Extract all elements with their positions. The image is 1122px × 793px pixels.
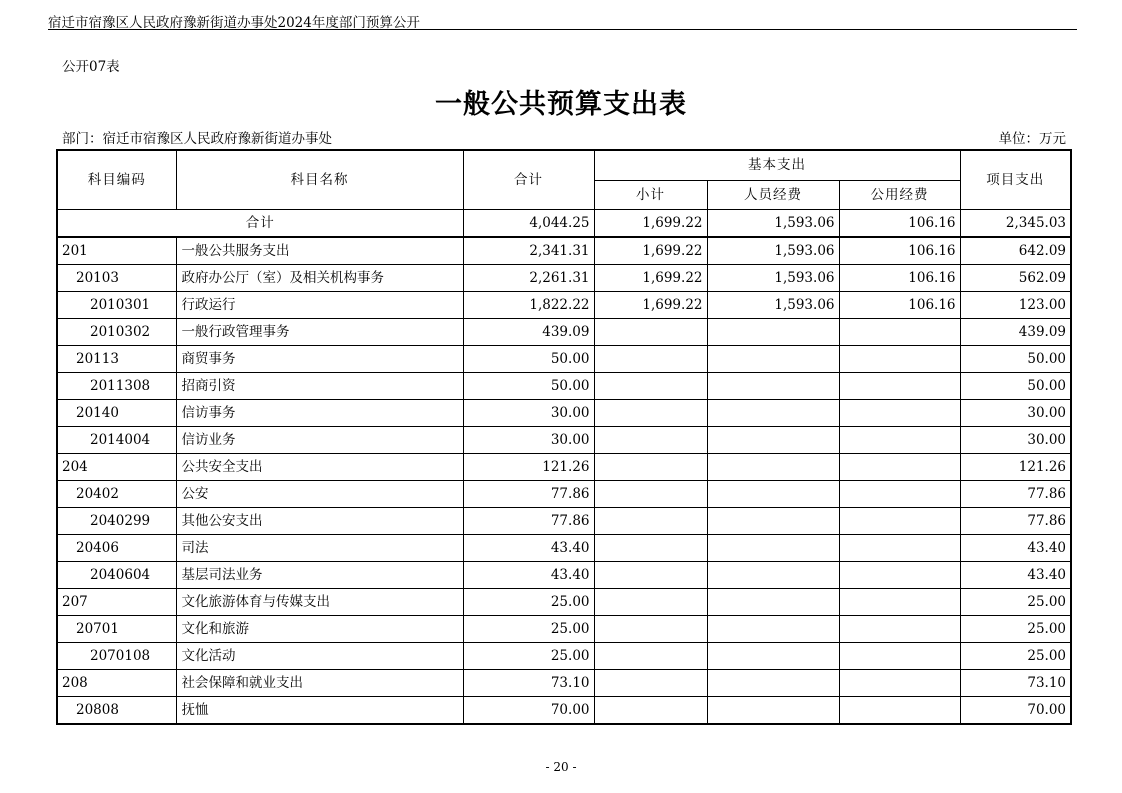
cell-code: 20103	[57, 265, 176, 292]
cell-public	[839, 454, 960, 481]
cell-personnel	[707, 319, 839, 346]
header-rule	[48, 29, 1077, 30]
cell-project: 25.00	[960, 589, 1071, 616]
cell-name: 公共安全支出	[176, 454, 463, 481]
cell-public	[839, 427, 960, 454]
cell-code: 20701	[57, 616, 176, 643]
cell-total: 73.10	[463, 670, 594, 697]
cell-code: 20140	[57, 400, 176, 427]
cell-total: 1,822.22	[463, 292, 594, 319]
cell-name: 公安	[176, 481, 463, 508]
header-public: 公用经费	[839, 181, 960, 210]
cell-project: 70.00	[960, 697, 1071, 725]
total-label: 合计	[57, 210, 463, 238]
cell-personnel: 1,593.06	[707, 265, 839, 292]
cell-code: 20808	[57, 697, 176, 725]
cell-name: 信访业务	[176, 427, 463, 454]
cell-project: 30.00	[960, 400, 1071, 427]
cell-project: 121.26	[960, 454, 1071, 481]
cell-name: 文化和旅游	[176, 616, 463, 643]
cell-name: 商贸事务	[176, 346, 463, 373]
cell-name: 其他公安支出	[176, 508, 463, 535]
table-row	[57, 265, 1071, 292]
cell-code: 2070108	[57, 643, 176, 670]
cell-total: 50.00	[463, 373, 594, 400]
cell-subtotal	[594, 427, 707, 454]
cell-project: 30.00	[960, 427, 1071, 454]
cell-subtotal	[594, 346, 707, 373]
cell-subtotal	[594, 589, 707, 616]
header-basic: 基本支出	[594, 150, 960, 181]
cell-public: 106.16	[839, 237, 960, 265]
cell-subtotal: 1,699.22	[594, 292, 707, 319]
cell-code: 2010301	[57, 292, 176, 319]
cell-project: 50.00	[960, 346, 1071, 373]
cell-total: 2,261.31	[463, 265, 594, 292]
cell-project: 43.40	[960, 535, 1071, 562]
cell-public	[839, 562, 960, 589]
table-row	[57, 643, 1071, 670]
cell-personnel	[707, 670, 839, 697]
cell-project: 77.86	[960, 508, 1071, 535]
cell-public	[839, 535, 960, 562]
table-row	[57, 346, 1071, 373]
cell-personnel	[707, 643, 839, 670]
cell-name: 信访事务	[176, 400, 463, 427]
cell-personnel	[707, 589, 839, 616]
cell-total: 30.00	[463, 400, 594, 427]
cell-subtotal: 1,699.22	[594, 265, 707, 292]
running-header: 宿迁市宿豫区人民政府豫新街道办事处2024年度部门预算公开	[48, 15, 420, 31]
cell-public: 106.16	[839, 265, 960, 292]
table-row	[57, 454, 1071, 481]
total-project: 2,345.03	[960, 210, 1071, 238]
table-row	[57, 400, 1071, 427]
cell-project: 25.00	[960, 643, 1071, 670]
table-row	[57, 535, 1071, 562]
cell-subtotal	[594, 535, 707, 562]
cell-total: 25.00	[463, 616, 594, 643]
cell-personnel	[707, 562, 839, 589]
header-name: 科目名称	[176, 150, 463, 210]
page-number: - 20 -	[545, 760, 577, 774]
cell-code: 20406	[57, 535, 176, 562]
cell-code: 2040299	[57, 508, 176, 535]
cell-public	[839, 346, 960, 373]
cell-public: 106.16	[839, 292, 960, 319]
cell-public	[839, 697, 960, 725]
table-row	[57, 697, 1071, 725]
cell-public	[839, 508, 960, 535]
cell-personnel	[707, 373, 839, 400]
cell-name: 招商引资	[176, 373, 463, 400]
unit-label: 单位：万元	[998, 131, 1066, 147]
cell-public	[839, 670, 960, 697]
cell-subtotal	[594, 643, 707, 670]
cell-code: 204	[57, 454, 176, 481]
total-public: 106.16	[839, 210, 960, 238]
cell-subtotal	[594, 373, 707, 400]
cell-project: 439.09	[960, 319, 1071, 346]
cell-code: 207	[57, 589, 176, 616]
cell-project: 642.09	[960, 237, 1071, 265]
table-row	[57, 508, 1071, 535]
cell-code: 2010302	[57, 319, 176, 346]
cell-public	[839, 400, 960, 427]
cell-name: 一般公共服务支出	[176, 237, 463, 265]
cell-total: 77.86	[463, 508, 594, 535]
cell-subtotal: 1,699.22	[594, 237, 707, 265]
cell-personnel: 1,593.06	[707, 237, 839, 265]
cell-code: 201	[57, 237, 176, 265]
cell-code: 2014004	[57, 427, 176, 454]
cell-subtotal	[594, 508, 707, 535]
cell-public	[839, 643, 960, 670]
table-row	[57, 427, 1071, 454]
cell-code: 208	[57, 670, 176, 697]
cell-project: 77.86	[960, 481, 1071, 508]
cell-total: 77.86	[463, 481, 594, 508]
cell-name: 基层司法业务	[176, 562, 463, 589]
cell-name: 社会保障和就业支出	[176, 670, 463, 697]
cell-code: 2011308	[57, 373, 176, 400]
cell-code: 2040604	[57, 562, 176, 589]
cell-total: 43.40	[463, 562, 594, 589]
table-row	[57, 237, 1071, 265]
cell-name: 一般行政管理事务	[176, 319, 463, 346]
cell-total: 121.26	[463, 454, 594, 481]
cell-project: 43.40	[960, 562, 1071, 589]
cell-name: 政府办公厅（室）及相关机构事务	[176, 265, 463, 292]
total-row	[57, 210, 1071, 238]
cell-total: 25.00	[463, 589, 594, 616]
header-code: 科目编码	[57, 150, 176, 210]
table-row	[57, 562, 1071, 589]
cell-total: 50.00	[463, 346, 594, 373]
cell-subtotal	[594, 562, 707, 589]
cell-project: 50.00	[960, 373, 1071, 400]
table-row	[57, 616, 1071, 643]
header-total: 合计	[463, 150, 594, 210]
table-row	[57, 670, 1071, 697]
cell-personnel	[707, 616, 839, 643]
cell-personnel	[707, 535, 839, 562]
cell-subtotal	[594, 697, 707, 725]
cell-code: 20113	[57, 346, 176, 373]
table-row	[57, 481, 1071, 508]
cell-personnel	[707, 697, 839, 725]
cell-personnel	[707, 400, 839, 427]
cell-name: 文化旅游体育与传媒支出	[176, 589, 463, 616]
cell-personnel	[707, 427, 839, 454]
cell-subtotal	[594, 400, 707, 427]
cell-total: 25.00	[463, 643, 594, 670]
cell-name: 抚恤	[176, 697, 463, 725]
cell-personnel	[707, 508, 839, 535]
table-row	[57, 319, 1071, 346]
cell-total: 30.00	[463, 427, 594, 454]
cell-project: 562.09	[960, 265, 1071, 292]
total-total: 4,044.25	[463, 210, 594, 238]
total-personnel: 1,593.06	[707, 210, 839, 238]
budget-table	[56, 149, 1072, 725]
page-title: 一般公共预算支出表	[435, 89, 687, 120]
cell-name: 司法	[176, 535, 463, 562]
cell-personnel	[707, 481, 839, 508]
cell-public	[839, 589, 960, 616]
cell-personnel	[707, 346, 839, 373]
cell-project: 123.00	[960, 292, 1071, 319]
cell-total: 70.00	[463, 697, 594, 725]
cell-subtotal	[594, 481, 707, 508]
cell-personnel	[707, 454, 839, 481]
table-row	[57, 589, 1071, 616]
header-personnel: 人员经费	[707, 181, 839, 210]
cell-project: 25.00	[960, 616, 1071, 643]
cell-public	[839, 481, 960, 508]
table-code-label: 公开07表	[62, 59, 120, 75]
cell-subtotal	[594, 319, 707, 346]
cell-total: 2,341.31	[463, 237, 594, 265]
total-subtotal: 1,699.22	[594, 210, 707, 238]
cell-total: 43.40	[463, 535, 594, 562]
cell-subtotal	[594, 454, 707, 481]
cell-subtotal	[594, 616, 707, 643]
cell-project: 73.10	[960, 670, 1071, 697]
cell-personnel: 1,593.06	[707, 292, 839, 319]
cell-code: 20402	[57, 481, 176, 508]
cell-public	[839, 616, 960, 643]
cell-name: 文化活动	[176, 643, 463, 670]
department-label: 部门：宿迁市宿豫区人民政府豫新街道办事处	[62, 131, 332, 147]
cell-public	[839, 319, 960, 346]
header-project: 项目支出	[960, 150, 1071, 210]
cell-public	[839, 373, 960, 400]
table-row	[57, 373, 1071, 400]
header-subtotal: 小计	[594, 181, 707, 210]
cell-subtotal	[594, 670, 707, 697]
cell-total: 439.09	[463, 319, 594, 346]
table-row	[57, 292, 1071, 319]
cell-name: 行政运行	[176, 292, 463, 319]
